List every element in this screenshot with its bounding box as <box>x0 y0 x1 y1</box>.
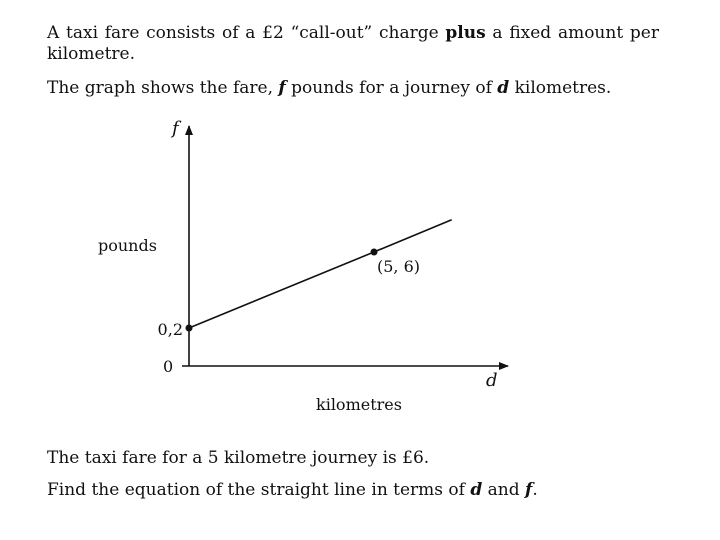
task-text-2: and <box>482 480 526 500</box>
intro-text-1: A taxi fare consists of a £2 “call-out” charge <box>47 23 446 43</box>
desc-text-3: kilometres. <box>509 78 612 98</box>
desc-var-f: f <box>278 78 286 98</box>
point-label-0: 0,2 <box>157 320 183 339</box>
point-label-1: (5, 6) <box>377 257 421 276</box>
marked-point-0 <box>186 325 193 332</box>
marked-point-1 <box>371 249 378 256</box>
task-text-1: Find the equation of the straight line in terms of <box>47 480 471 500</box>
y-axis-variable: f <box>172 118 179 139</box>
intro-bold-plus: plus <box>445 23 486 43</box>
desc-text-2: pounds for a journey of <box>285 78 498 98</box>
task-var-d: d <box>470 480 483 500</box>
task-var-f: f <box>525 480 533 500</box>
task-statement <box>47 480 538 501</box>
x-axis-variable: d <box>486 370 498 391</box>
task-text-3: . <box>532 480 538 500</box>
desc-text-1: The graph shows the fare, <box>47 78 279 98</box>
origin-label: 0 <box>163 357 174 376</box>
intro-text-2: a fixed amount per kilometre. <box>47 23 659 64</box>
x-axis-label: kilometres <box>316 395 402 414</box>
desc-var-d: d <box>497 78 510 98</box>
fare-statement: The taxi fare for a 5 kilometre journey is £6. <box>47 448 430 468</box>
y-axis-label: pounds <box>98 236 157 255</box>
